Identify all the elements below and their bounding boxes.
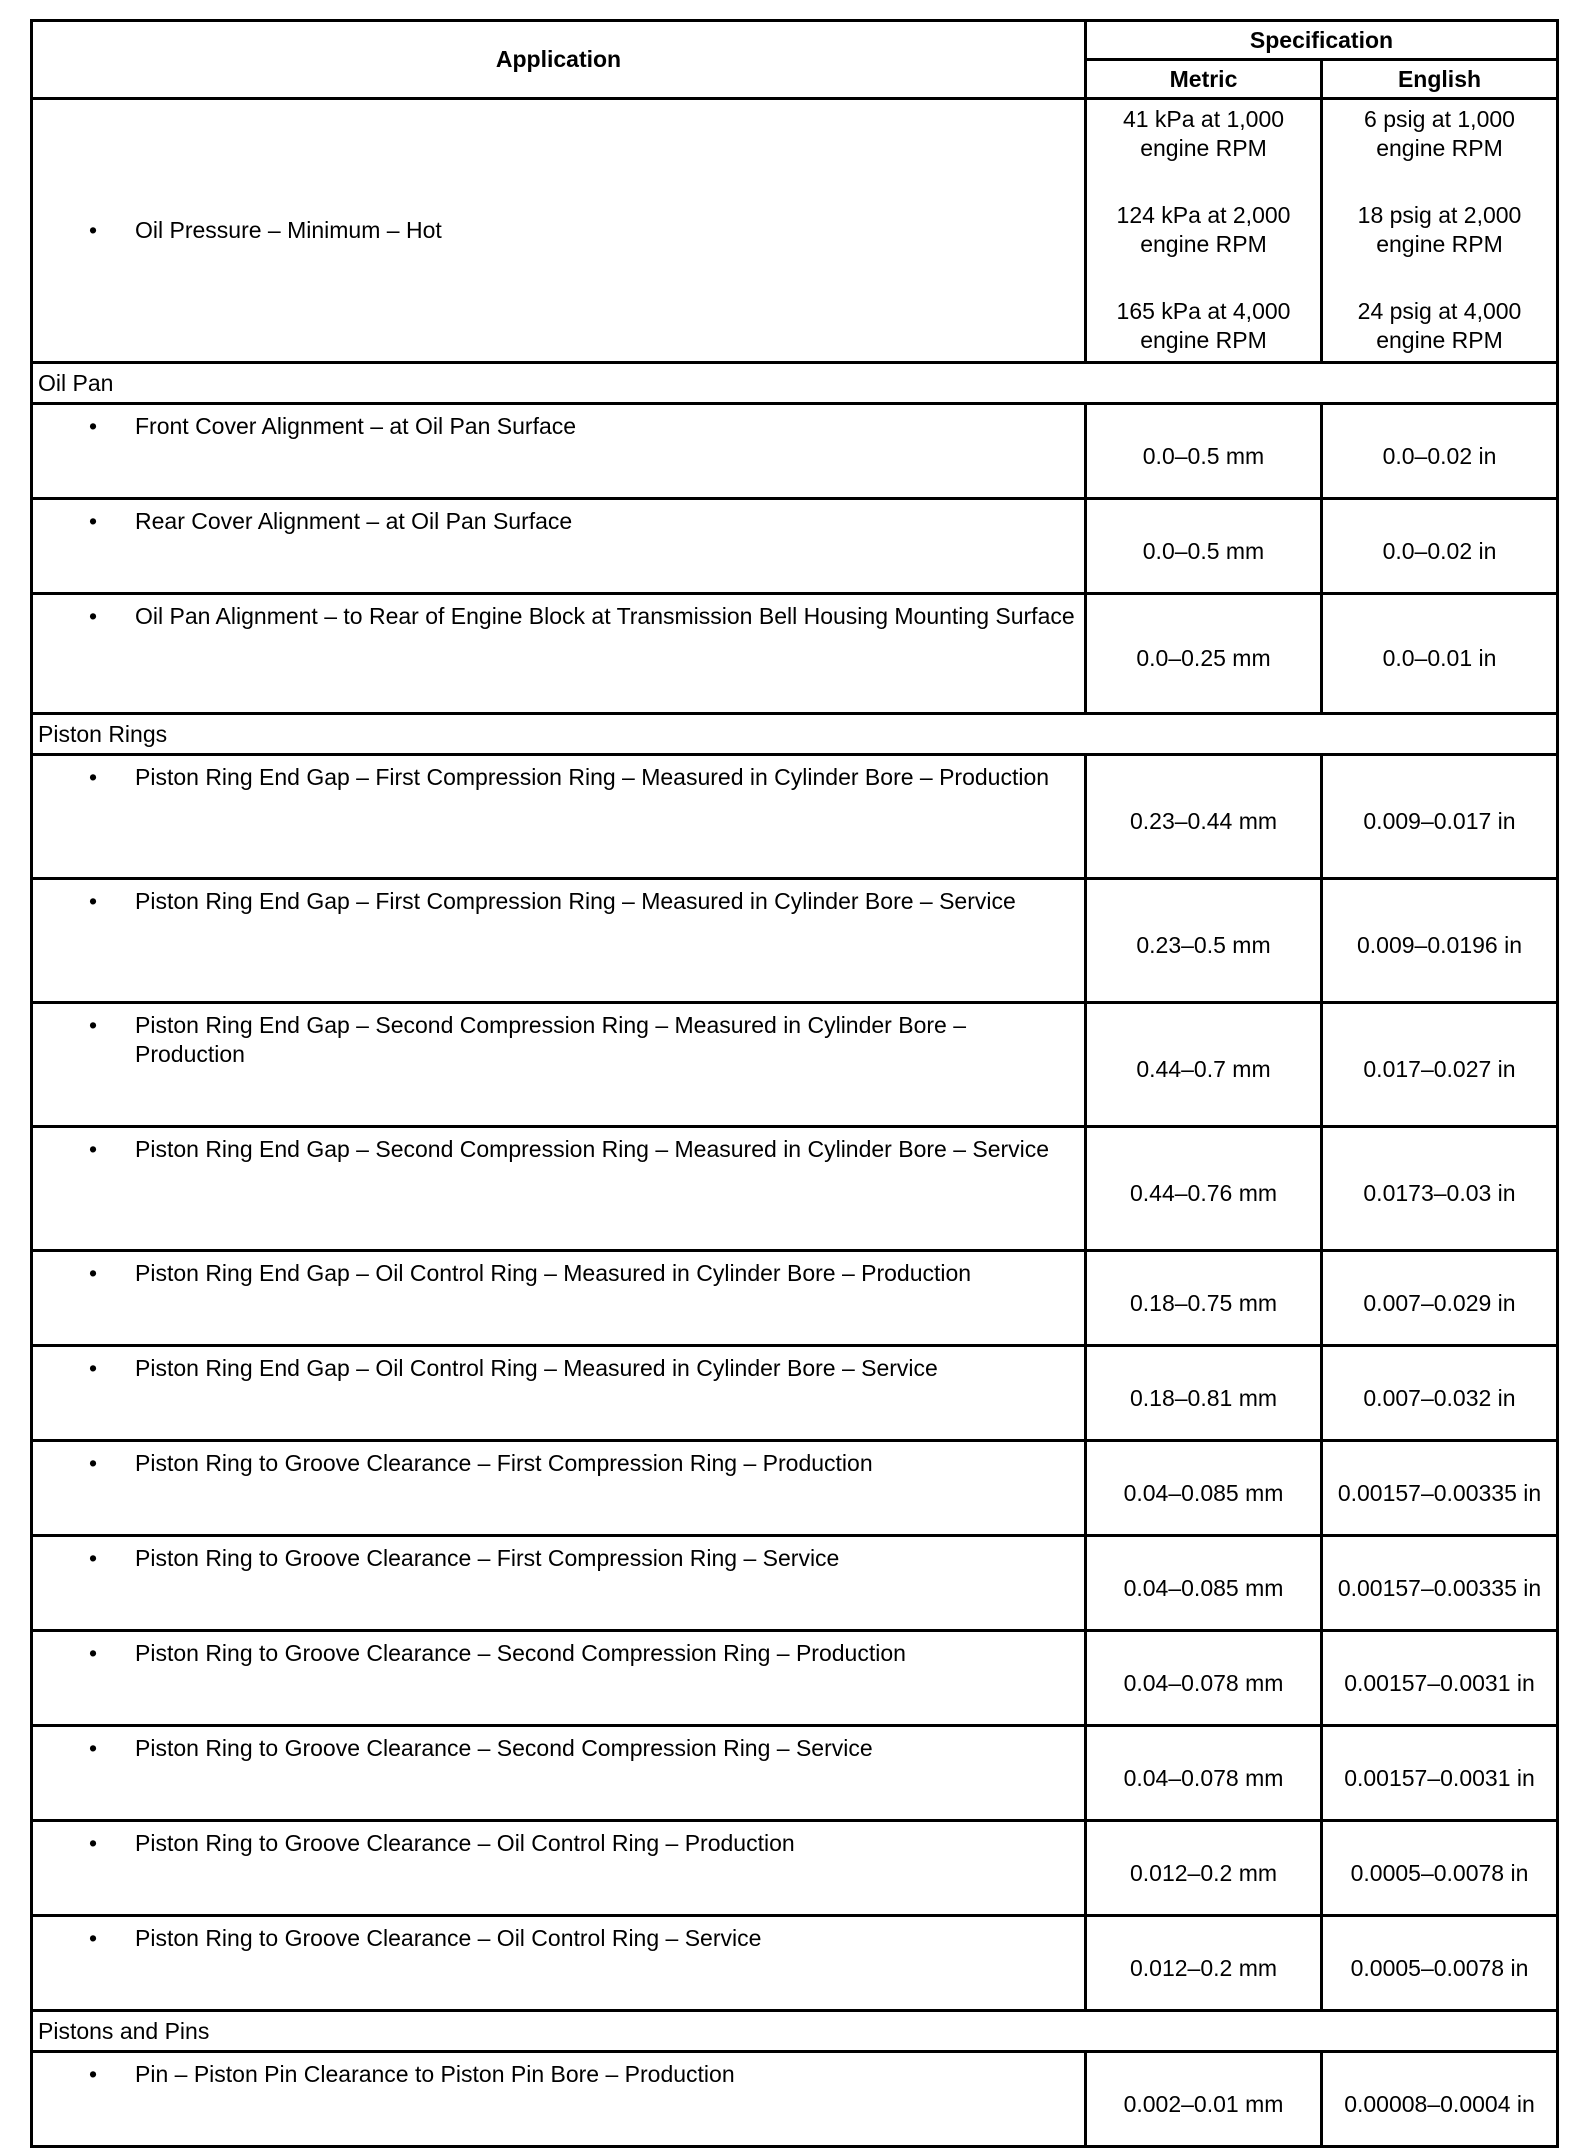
english-value: 0.007–0.029 in	[1322, 1251, 1558, 1346]
pressure-value-line: engine RPM	[1376, 327, 1503, 353]
application-cell	[32, 1726, 1086, 1821]
bullet-icon: •	[89, 2061, 98, 2087]
metric-value: 0.04–0.085 mm	[1086, 1441, 1322, 1536]
application-cell	[32, 1821, 1086, 1916]
application-cell	[32, 1916, 1086, 2011]
application-cell	[32, 594, 1086, 714]
table-row	[32, 755, 1558, 879]
application-cell	[32, 1003, 1086, 1127]
pressure-value-line: 165 kPa at 4,000	[1116, 298, 1291, 324]
english-value: 0.009–0.017 in	[1322, 755, 1558, 879]
application-cell	[32, 1127, 1086, 1251]
metric-value: 0.0–0.5 mm	[1086, 499, 1322, 594]
application-label: Front Cover Alignment – at Oil Pan Surface	[135, 413, 577, 439]
metric-value: 0.04–0.085 mm	[1086, 1536, 1322, 1631]
english-header: English	[1322, 60, 1558, 99]
metric-value: 0.0–0.5 mm	[1086, 404, 1322, 499]
section-header-row	[32, 363, 1558, 404]
table-row	[32, 1536, 1558, 1631]
pressure-value-line: 18 psig at 2,000	[1357, 202, 1522, 228]
bullet-icon: •	[89, 1735, 98, 1761]
bullet-icon: •	[89, 508, 98, 534]
table-row	[32, 1251, 1558, 1346]
pressure-value-line: 124 kPa at 2,000	[1116, 202, 1291, 228]
bullet-icon: •	[89, 1640, 98, 1666]
bullet-icon: •	[89, 1136, 98, 1162]
metric-value: 0.44–0.7 mm	[1086, 1003, 1322, 1127]
table-row	[32, 1127, 1558, 1251]
oil-pressure-row	[32, 99, 1558, 363]
metric-value: 0.18–0.75 mm	[1086, 1251, 1322, 1346]
pressure-value-line: engine RPM	[1140, 135, 1267, 161]
pressure-value-line: engine RPM	[1140, 231, 1267, 257]
metric-value: 0.0–0.25 mm	[1086, 594, 1322, 714]
application-cell	[32, 755, 1086, 879]
bullet-icon: •	[89, 1355, 98, 1381]
table-row	[32, 499, 1558, 594]
application-cell	[32, 1631, 1086, 1726]
application-label: Piston Ring End Gap – Second Compression Ring – Measured in Cylinder Bore – Production	[135, 1012, 966, 1067]
english-value: 0.0–0.01 in	[1322, 594, 1558, 714]
table-row	[32, 1003, 1558, 1127]
metric-value: 0.04–0.078 mm	[1086, 1631, 1322, 1726]
bullet-icon: •	[89, 1925, 98, 1951]
table-row	[32, 1821, 1558, 1916]
application-label: Piston Ring to Groove Clearance – Oil Control Ring – Production	[135, 1830, 795, 1856]
english-value: 0.00157–0.00335 in	[1322, 1536, 1558, 1631]
table-row	[32, 594, 1558, 714]
table-row	[32, 404, 1558, 499]
bullet-icon: •	[89, 1260, 98, 1286]
table-row	[32, 1631, 1558, 1726]
section-title: Oil Pan	[32, 363, 1558, 404]
application-cell	[32, 499, 1086, 594]
bullet-icon: •	[89, 764, 98, 790]
english-value: 0.007–0.032 in	[1322, 1346, 1558, 1441]
table-row	[32, 2052, 1558, 2147]
specification-header: Specification	[1086, 21, 1558, 60]
metric-value: 0.002–0.01 mm	[1086, 2052, 1322, 2147]
oil-pressure-metric-cell	[1086, 99, 1322, 363]
table-row	[32, 1726, 1558, 1821]
application-label: Piston Ring End Gap – First Compression Ring – Measured in Cylinder Bore – Service	[135, 888, 1016, 914]
application-label: Piston Ring End Gap – Oil Control Ring – Measured in Cylinder Bore – Service	[135, 1355, 938, 1381]
bullet-icon: •	[89, 603, 98, 629]
metric-value: 0.44–0.76 mm	[1086, 1127, 1322, 1251]
specification-table	[30, 19, 1559, 2148]
section-header-row	[32, 714, 1558, 755]
pressure-value-line: engine RPM	[1376, 231, 1503, 257]
application-cell	[32, 2052, 1086, 2147]
application-cell	[32, 1441, 1086, 1536]
metric-value: 0.04–0.078 mm	[1086, 1726, 1322, 1821]
metric-value: 0.23–0.5 mm	[1086, 879, 1322, 1003]
application-cell	[32, 1251, 1086, 1346]
application-cell	[32, 1536, 1086, 1631]
english-value: 0.0173–0.03 in	[1322, 1127, 1558, 1251]
application-label: Piston Ring to Groove Clearance – Second Compression Ring – Production	[135, 1640, 906, 1666]
application-label: Piston Ring to Groove Clearance – Second Compression Ring – Service	[135, 1735, 873, 1761]
application-cell	[32, 1346, 1086, 1441]
bullet-icon: •	[89, 413, 98, 439]
application-label: Rear Cover Alignment – at Oil Pan Surface	[135, 508, 573, 534]
metric-value: 0.18–0.81 mm	[1086, 1346, 1322, 1441]
bullet-icon: •	[89, 217, 98, 243]
metric-value: 0.012–0.2 mm	[1086, 1821, 1322, 1916]
english-value: 0.0–0.02 in	[1322, 499, 1558, 594]
english-value: 0.009–0.0196 in	[1322, 879, 1558, 1003]
pressure-value-line: 6 psig at 1,000	[1364, 106, 1515, 132]
english-value: 0.0005–0.0078 in	[1322, 1821, 1558, 1916]
pressure-value-line: 24 psig at 4,000	[1357, 298, 1522, 324]
application-cell	[32, 879, 1086, 1003]
bullet-icon: •	[89, 888, 98, 914]
application-cell	[32, 404, 1086, 499]
english-value: 0.00157–0.0031 in	[1322, 1726, 1558, 1821]
metric-header: Metric	[1086, 60, 1322, 99]
bullet-icon: •	[89, 1545, 98, 1571]
metric-value: 0.012–0.2 mm	[1086, 1916, 1322, 2011]
pressure-value-line: engine RPM	[1376, 135, 1503, 161]
bullet-icon: •	[89, 1012, 98, 1038]
application-label: Pin – Piston Pin Clearance to Piston Pin Bore – Production	[135, 2061, 735, 2087]
bullet-icon: •	[89, 1830, 98, 1856]
section-header-row	[32, 2011, 1558, 2052]
english-value: 0.0005–0.0078 in	[1322, 1916, 1558, 2011]
table-row	[32, 1441, 1558, 1536]
application-label: Piston Ring to Groove Clearance – Oil Control Ring – Service	[135, 1925, 762, 1951]
application-label: Piston Ring End Gap – First Compression Ring – Measured in Cylinder Bore – Production	[135, 764, 1050, 790]
oil-pressure-english-cell	[1322, 99, 1558, 363]
english-value: 0.017–0.027 in	[1322, 1003, 1558, 1127]
application-label: Oil Pan Alignment – to Rear of Engine Block at Transmission Bell Housing Mounting Surface	[135, 603, 1075, 629]
application-label: Piston Ring End Gap – Second Compression Ring – Measured in Cylinder Bore – Service	[135, 1136, 1050, 1162]
table-row	[32, 879, 1558, 1003]
pressure-value-line: engine RPM	[1140, 327, 1267, 353]
oil-pressure-label-cell	[32, 99, 1086, 363]
application-label: Piston Ring End Gap – Oil Control Ring – Measured in Cylinder Bore – Production	[135, 1260, 972, 1286]
oil-pressure-label: Oil Pressure – Minimum – Hot	[135, 217, 442, 243]
bullet-icon: •	[89, 1450, 98, 1476]
english-value: 0.00008–0.0004 in	[1322, 2052, 1558, 2147]
application-label: Piston Ring to Groove Clearance – First Compression Ring – Production	[135, 1450, 873, 1476]
metric-value: 0.23–0.44 mm	[1086, 755, 1322, 879]
pressure-value-line: 41 kPa at 1,000	[1122, 106, 1285, 132]
english-value: 0.00157–0.00335 in	[1322, 1441, 1558, 1536]
section-title: Pistons and Pins	[32, 2011, 1558, 2052]
application-label: Piston Ring to Groove Clearance – First Compression Ring – Service	[135, 1545, 840, 1571]
english-value: 0.00157–0.0031 in	[1322, 1631, 1558, 1726]
table-row	[32, 1346, 1558, 1441]
section-title: Piston Rings	[32, 714, 1558, 755]
application-header: Application	[32, 21, 1086, 99]
english-value: 0.0–0.02 in	[1322, 404, 1558, 499]
table-row	[32, 1916, 1558, 2011]
